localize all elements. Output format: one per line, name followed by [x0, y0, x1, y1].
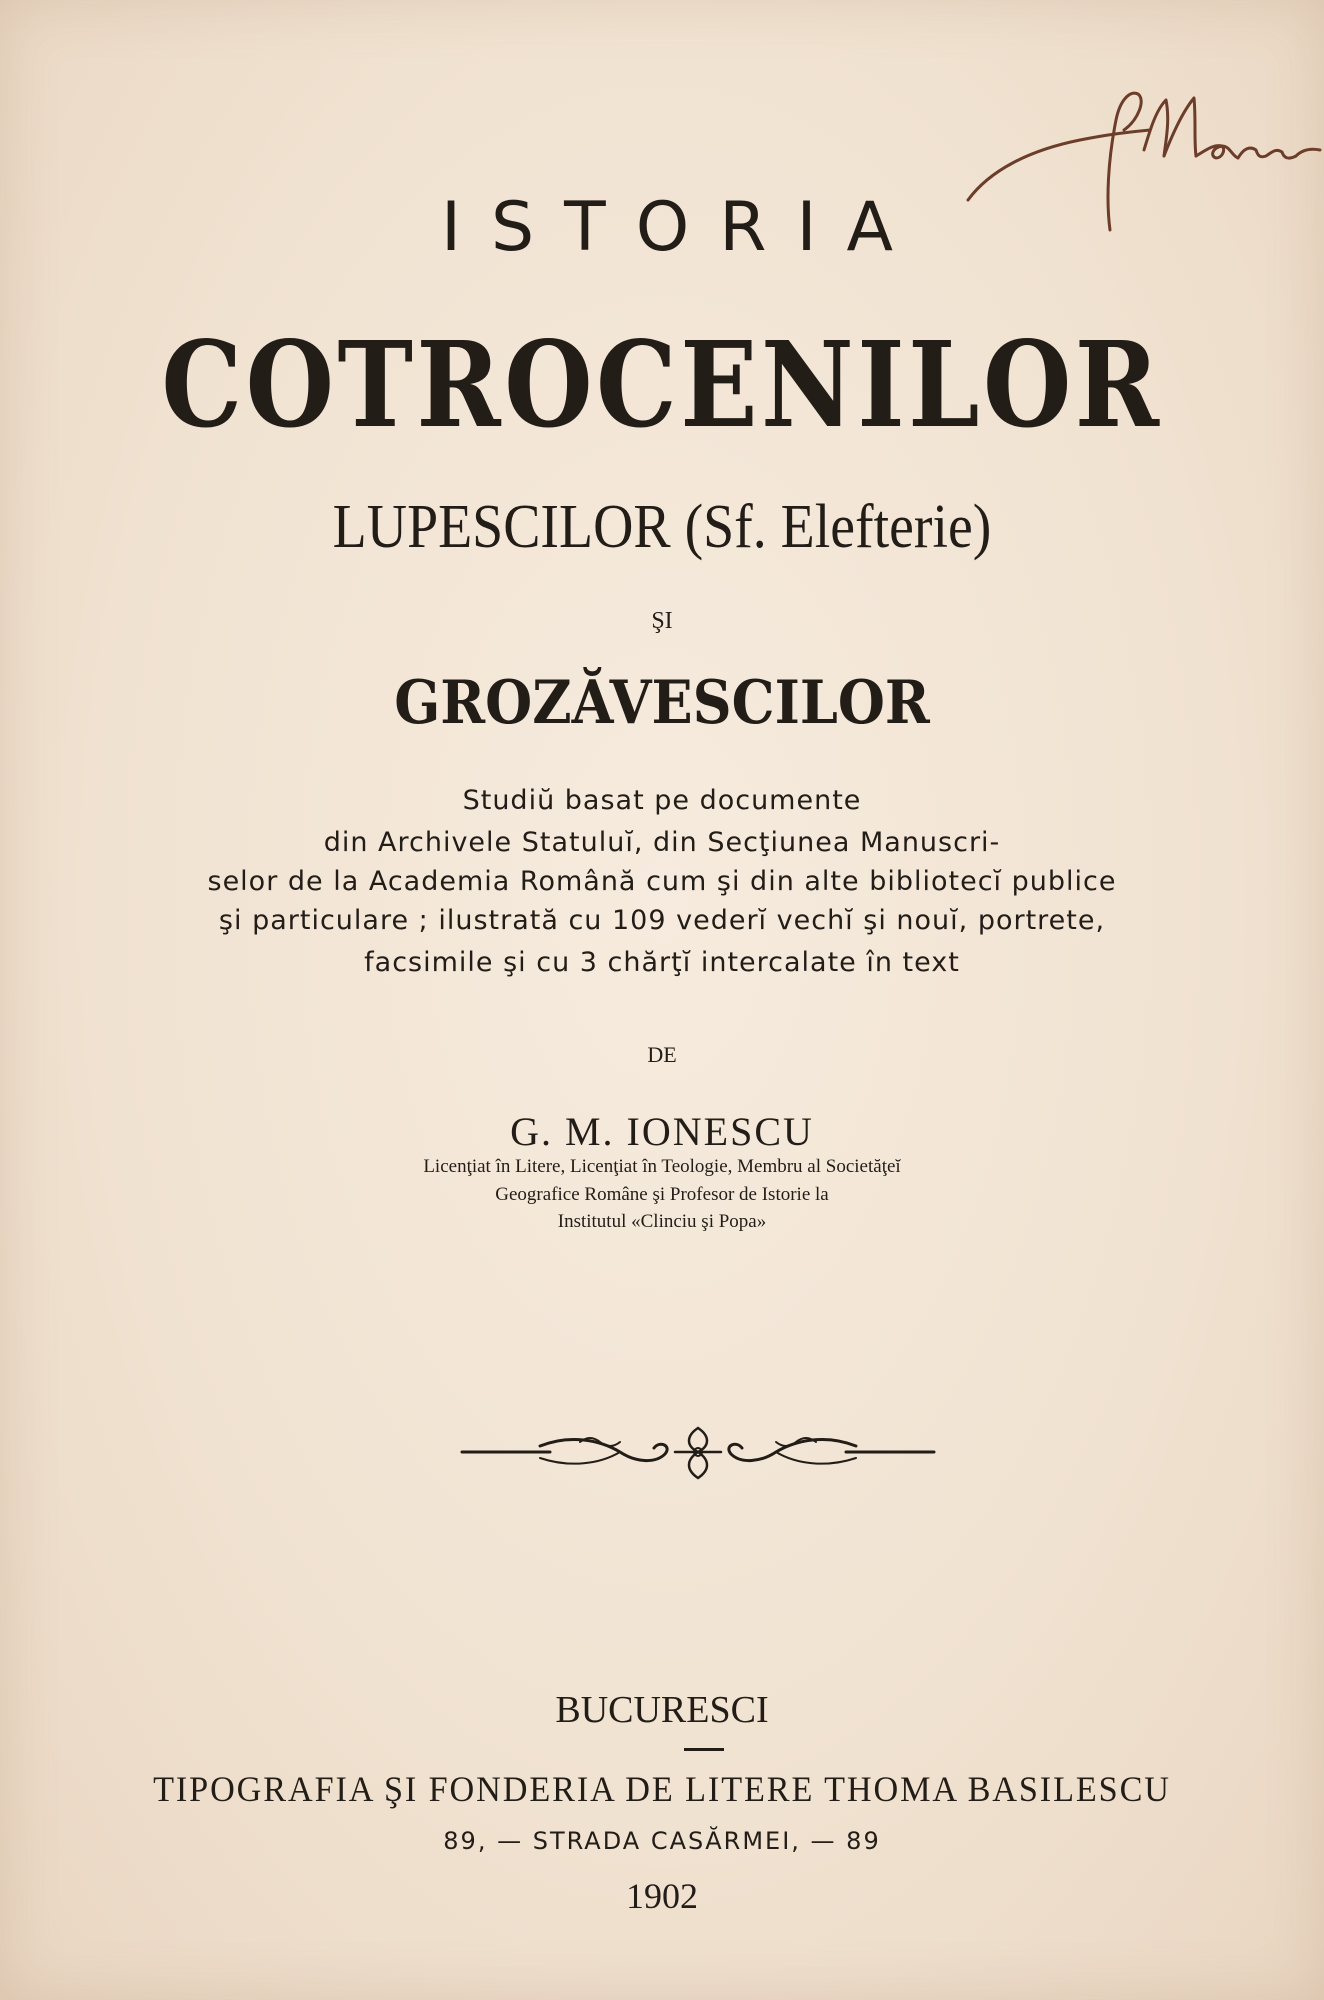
subtitle-line: Studiŭ basat pe documente — [462, 785, 862, 816]
subtitle-line: facsimile şi cu 3 chărţĭ intercalate în text — [364, 947, 960, 978]
title-istoria: ISTORIA — [440, 188, 924, 267]
author-credential: Licenţiat în Litere, Licenţiat în Teologie, Membru al Societăţeĭ — [423, 1156, 901, 1177]
title-lupescilor: LUPESCILOR (Sf. Elefterie) — [332, 493, 992, 561]
title-cotrocenilor: COTROCENILOR — [161, 315, 1163, 454]
imprint-year: 1902 — [626, 1876, 698, 1916]
title-grozavescilor: GROZĂVESCILOR — [394, 668, 930, 738]
title-conjunction: ŞI — [651, 608, 673, 634]
divider-rule — [684, 1748, 724, 1751]
ornament-divider-icon — [460, 1420, 936, 1484]
imprint-address: 89, — STRADA CASĂRMEI, — 89 — [443, 1827, 881, 1855]
imprint-press: TIPOGRAFIA ŞI FONDERIA DE LITERE THOMA BASILESCU — [153, 1769, 1171, 1809]
imprint-city: BUCURESCI — [555, 1689, 769, 1731]
author-credential: Institutul «Clinciu şi Popa» — [557, 1211, 767, 1232]
subtitle-line: din Archivele Statuluĭ, din Secţiunea Manuscri- — [323, 827, 1001, 858]
subtitle-line: şi particulare ; ilustrată cu 109 vederĭ vechĭ şi nouĭ, portrete, — [218, 905, 1106, 936]
handwritten-signature-icon — [960, 60, 1324, 270]
author-credential: Geografice Române şi Profesor de Istorie la — [495, 1184, 829, 1205]
subtitle-line: selor de la Academia Română cum şi din alte bibliotecĭ publice — [207, 866, 1117, 897]
author-name: G. M. IONESCU — [510, 1109, 814, 1154]
by-label: DE — [647, 1042, 677, 1067]
